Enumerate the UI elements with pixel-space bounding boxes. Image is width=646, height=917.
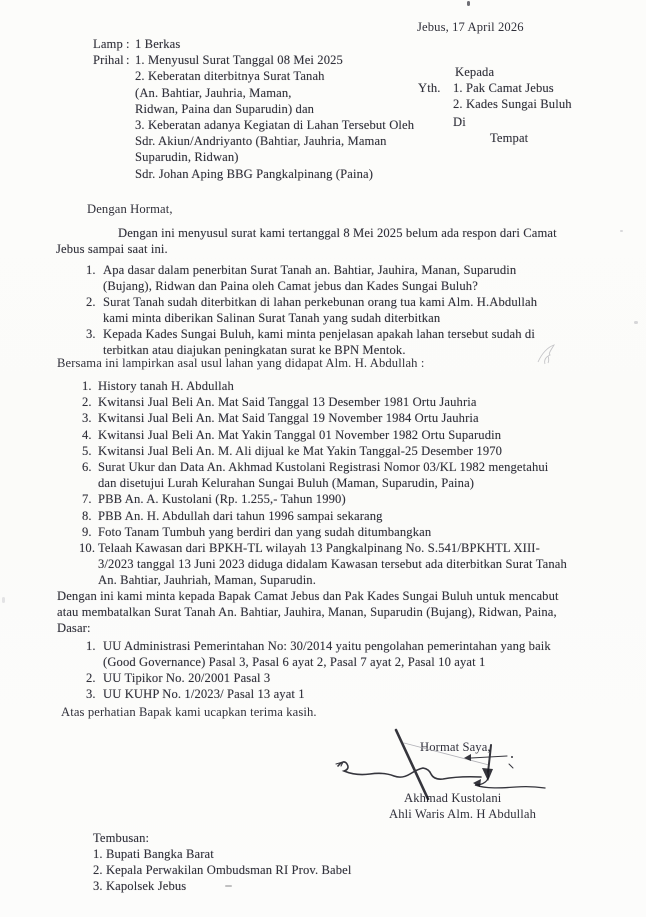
- attachment-item: [82, 524, 567, 540]
- legal-item-cont: (Good Governance) Pasal 3, Pasal 6 ayat 2, Pasal 7 ayat 2, Pasal 10 ayat 1: [103, 655, 486, 669]
- item-text: Kwitansi Jual Beli An. Mat Yakin Tanggal 01 November 1982 Ortu Suparudin: [98, 427, 502, 442]
- item-text: Kepada Kades Sungai Buluh, kami minta penjelasan apakah lahan tersebut sudah di: [103, 327, 535, 341]
- prihal-line: Sdr. Akiun/Andriyanto (Bahtiar, Jauhria, Maman: [135, 134, 387, 149]
- item-text: Kwitansi Jual Beli An. Mat Said Tanggal 19 November 1984 Ortu Jauhria: [98, 411, 479, 426]
- legal-item: [86, 638, 551, 654]
- scan-speck: [634, 321, 638, 324]
- attachment-item: [82, 378, 567, 394]
- item-text: History tanah H. Abdullah: [98, 379, 234, 393]
- item-number: 10.: [79, 540, 96, 555]
- attachment-item: [79, 540, 567, 556]
- lamp-row: [93, 36, 414, 52]
- legal-item: [86, 686, 551, 702]
- attachment-item: [82, 459, 567, 475]
- item-text: UU Administrasi Pemerintahan No: 30/2014 yaitu pengolahan pemerintahan yang baik: [103, 639, 551, 653]
- recipient-yth: Yth.: [418, 81, 441, 96]
- prihal-label: Prihal: [93, 53, 124, 68]
- attachment-item: [82, 394, 567, 410]
- attachments-list: [79, 378, 567, 588]
- salutation: Dengan Hormat,: [87, 202, 173, 216]
- tembusan-block: [93, 830, 352, 894]
- signature-greeting: Hormat Saya,: [420, 740, 491, 754]
- prihal-line: Sdr. Johan Aping BBG Pangkalpinang (Paina): [135, 166, 374, 181]
- item-text: PBB An. A. Kustolani (Rp. 1.255,- Tahun 1990): [98, 492, 346, 507]
- tembusan-label: Tembusan:: [93, 831, 150, 845]
- signature-vertical-stroke: [488, 745, 491, 772]
- paragraph-line: Jebus sampai saat ini.: [56, 242, 168, 257]
- legal-list: [86, 638, 551, 702]
- tembusan-item: 2. Kepala Perwakilan Ombudsman RI Prov. Babel: [93, 863, 352, 877]
- item-text: PBB An. H. Abdullah dari tahun 1996 sampai sekarang: [98, 508, 383, 523]
- paragraph-line: Dasar:: [57, 621, 91, 636]
- attachment-item: [82, 410, 567, 426]
- letter-date: Jebus, 17 April 2026: [417, 20, 524, 34]
- item-text: UU KUHP No. 1/2023/ Pasal 13 ayat 1: [103, 687, 305, 701]
- handwritten-signature: [325, 720, 565, 805]
- recipient-block: [418, 64, 572, 146]
- question-item: [86, 262, 537, 278]
- attachments-intro: Bersama ini lampirkan asal usul lahan yang didapat Alm. H. Abdullah :: [57, 356, 425, 370]
- closing-line: Atas perhatian Bapak kami ucapkan terima kasih.: [61, 705, 317, 719]
- scan-dash: [225, 885, 232, 887]
- item-number: 5.: [82, 443, 92, 458]
- opening-paragraph: [56, 225, 557, 257]
- lamp-value: 1 Berkas: [135, 37, 181, 51]
- demand-paragraph: [57, 588, 559, 637]
- recipient-line: 2. Kades Sungai Buluh: [453, 97, 572, 112]
- attachment-item: [82, 427, 567, 443]
- item-text: Surat Ukur dan Data An. Akhmad Kustolani Registrasi Nomor 03/KL 1982 mengetahui: [98, 459, 549, 474]
- scan-speck: [620, 230, 623, 232]
- paragraph-line: Dengan ini menyusul surat kami tertanggal 8 Mei 2025 belum ada respon dari Camat: [118, 226, 557, 240]
- signature-arrowhead-left: [464, 754, 471, 761]
- item-text: Foto Tanam Tumbuh yang berdiri dan yang sudah ditumbangkan: [98, 524, 432, 539]
- paragraph-line: atau membatalkan Surat Tanah An. Bahtiar, Jauhira, Manan, Suparudin (Bujang), Ridwan, Paina,: [57, 605, 557, 620]
- item-text: Surat Tanah sudah diterbitkan di lahan perkebunan orang tua kami Alm. H.Abdullah: [103, 295, 538, 309]
- recipient-line: 1. Pak Camat Jebus: [453, 81, 554, 96]
- prihal-item-1: 1. Menyusul Surat Tanggal 08 Mei 2025: [135, 53, 343, 68]
- signature-faint-stroke: [404, 743, 489, 765]
- item-text: Telaah Kawasan dari BPKH-TL wilayah 13 Pangkalpinang No. S.541/BPKHTL XIII-: [98, 540, 540, 555]
- prihal-line: 3. Keberatan adanya Kegiatan di Lahan Tersebut Oleh: [135, 117, 415, 132]
- signature-wave-stroke: [338, 762, 481, 779]
- item-number: 1.: [86, 639, 96, 653]
- attachment-item: [82, 443, 567, 459]
- lamp-colon: :: [126, 37, 130, 51]
- question-item: [86, 294, 537, 310]
- legal-item: [86, 670, 551, 686]
- item-number: 2.: [86, 295, 96, 309]
- question-item: [86, 326, 537, 342]
- item-text: Apa dasar dalam penerbitan Surat Tanah an. Bahtiar, Jauhira, Manan, Suparudin: [103, 263, 517, 277]
- item-number: 4.: [82, 427, 92, 442]
- item-text: UU Tipikor No. 20/2001 Pasal 3: [103, 671, 271, 685]
- item-number: 3.: [86, 327, 96, 341]
- paragraph-line: Dengan ini kami minta kepada Bapak Camat Jebus dan Pak Kades Sungai Buluh untuk mencabut: [57, 589, 559, 603]
- signature-name: Akhmad Kustolani: [404, 791, 502, 805]
- item-number: 6.: [82, 459, 92, 474]
- questions-list: [86, 262, 537, 358]
- prihal-colon: :: [126, 53, 130, 68]
- lamp-label: Lamp: [93, 37, 123, 51]
- recipient-kepada: Kepada: [455, 65, 495, 79]
- prihal-line: (An. Bahtiar, Jauhria, Maman,: [135, 85, 292, 100]
- signature-title: Ahli Waris Alm. H Abdullah: [389, 807, 537, 821]
- item-text: Kwitansi Jual Beli An. Mat Said Tanggal 13 Desember 1981 Ortu Jauhria: [98, 395, 477, 410]
- prihal-line: Ridwan, Paina dan Suparudin) dan: [135, 101, 315, 116]
- question-item-cont: (Bujang), Ridwan dan Paina oleh Camat jebus dan Kades Sungai Buluh?: [103, 279, 478, 293]
- question-item-cont: kami minta diberikan Salinan Surat Tanah yang sudah diterbitkan: [103, 311, 441, 325]
- attachment-item: [82, 491, 567, 507]
- prihal-row: [93, 52, 414, 68]
- signature-diagonal-stroke: [396, 730, 428, 799]
- item-number: 3.: [86, 687, 96, 701]
- item-number: 8.: [82, 508, 92, 523]
- pencil-mark: [530, 338, 566, 374]
- scan-speck: [2, 597, 5, 603]
- item-number: 1.: [86, 263, 96, 277]
- recipient-line: Tempat: [490, 130, 529, 145]
- item-number: 1.: [82, 379, 92, 393]
- prihal-line: 2. Keberatan diterbitnya Surat Tanah: [135, 69, 325, 84]
- signature-arrowhead-down: [482, 768, 493, 781]
- attachment-item-cont: 3/2023 tanggal 13 Juni 2023 diduga didalam Kawasan tersebut ada diterbitkan Surat Tanah: [98, 557, 567, 572]
- recipient-yth-row: [418, 80, 572, 96]
- meta-block: [93, 36, 414, 182]
- recipient-line: Di: [453, 114, 466, 129]
- attachment-item-cont: An. Bahtiar, Jauhriah, Maman, Suparudin.: [98, 573, 316, 588]
- attachment-item-cont: dan disetujui Lurah Kelurahan Sungai Buluh (Maman, Suparudin, Paina): [98, 476, 475, 491]
- question-item-cont: terbitkan atau diajukan peningkatan surat ke BPN Mentok.: [103, 343, 406, 357]
- item-number: 2.: [82, 395, 92, 410]
- attachment-item: [82, 508, 567, 524]
- item-number: 9.: [82, 524, 92, 539]
- tembusan-item: 1. Bupati Bangka Barat: [93, 847, 214, 861]
- tembusan-item: 3. Kapolsek Jebus: [93, 879, 187, 893]
- scan-speck: [467, 1, 470, 6]
- item-text: Kwitansi Jual Beli An. M. Ali dijual ke Mat Yakin Tanggal-25 Desember 1970: [98, 443, 503, 458]
- item-number: 7.: [82, 492, 92, 507]
- item-number: 3.: [82, 411, 92, 426]
- item-number: 2.: [86, 671, 96, 685]
- prihal-line: Suparudin, Ridwan): [135, 150, 239, 165]
